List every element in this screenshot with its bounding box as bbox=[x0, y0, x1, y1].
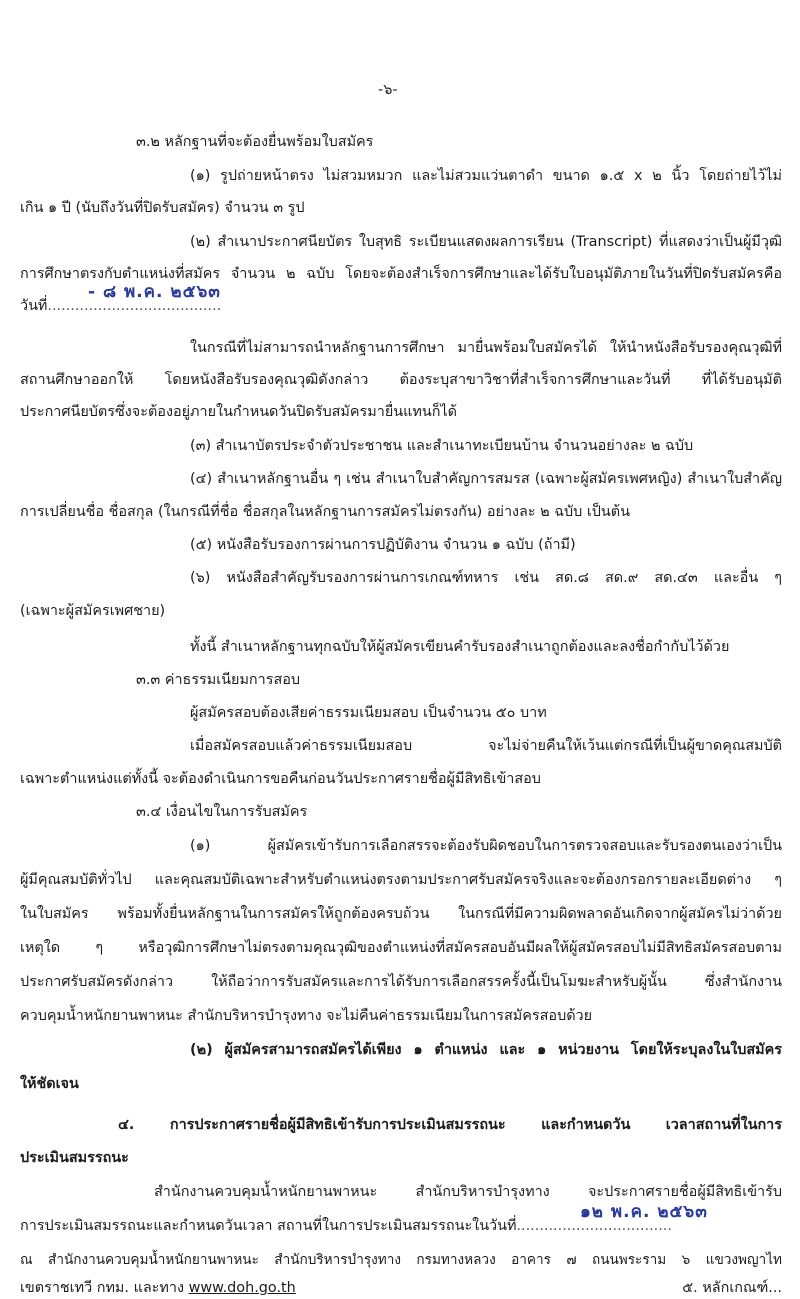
item-2-line-2: การศึกษาตรงกับตำแหน่งที่สมัคร จำนวน ๒ ฉบับ โดยจะต้องสำเร็จการศึกษาและได้รับใบอนุมัติภายในวันที่ปิดรับสมัครคือ bbox=[20, 266, 782, 282]
item-1-line-2: เกิน ๑ ปี (นับถึงวันที่ปิดรับสมัคร) จำนวน ๓ รูป bbox=[20, 200, 305, 216]
announce-dotted-line: .................................. bbox=[516, 1218, 672, 1234]
condition-1-line-6: ควบคุมน้ำหนักยานพาหนะ สำนักบริหารบำรุงทาง จะไม่คืนค่าธรรมเนียมในการสมัครสอบด้วย bbox=[20, 1008, 593, 1024]
fee-refund-line-1: เมื่อสมัครสอบแล้วค่าธรรมเนียมสอบ จะไม่จ่ายคืนให้เว้นแต่กรณีที่เป็นผู้ขาดคุณสมบัติ bbox=[190, 738, 782, 754]
condition-1-line-1: (๑) ผู้สมัครเข้ารับการเลือกสรรจะต้องรับผิดชอบในการตรวจสอบและรับรองตนเองว่าเป็น bbox=[190, 838, 782, 854]
condition-2-line-1: (๒) ผู้สมัครสามารถสมัครได้เพียง ๑ ตำแหน่ง และ ๑ หน่วยงาน โดยให้ระบุลงในใบสมัคร bbox=[190, 1042, 782, 1058]
item-5: (๕) หนังสือรับรองการผ่านการปฏิบัติงาน จำนวน ๑ ฉบับ (ถ้ามี) bbox=[190, 537, 576, 553]
handwritten-closing-date: - ๘ พ.ค. ๒๕๖๓ bbox=[88, 282, 221, 302]
section-3-3-heading: ๓.๓ ค่าธรรมเนียมการสอบ bbox=[136, 672, 301, 688]
condition-1-line-5: ประกาศรับสมัครดังกล่าว ให้ถือว่าการรับสมัครและการได้รับการเลือกสรรครั้งนี้เป็นโมฆะสำหรับผู้นั้น ซึ่งสำนักงาน bbox=[20, 974, 782, 990]
fee-amount: ผู้สมัครสอบต้องเสียค่าธรรมเนียมสอบ เป็นจำนวน ๕๐ บาท bbox=[190, 705, 547, 721]
website-link[interactable]: www.doh.go.th bbox=[188, 1280, 296, 1296]
date-label: วันที่ bbox=[20, 298, 48, 314]
announce-line-3: ณ สำนักงานควบคุมน้ำหนักยานพาหนะ สำนักบริหารบำรุงทาง กรมทางหลวง อาคาร ๗ ถนนพระราม ๖ แขวงพญาไท bbox=[20, 1252, 782, 1268]
section-4-heading-line-2: ประเมินสมรรถนะ bbox=[20, 1150, 129, 1166]
item-4-line-1: (๔) สำเนาหลักฐานอื่น ๆ เช่น สำเนาใบสำคัญการสมรส (เฉพาะผู้สมัครเพศหญิง) สำเนาใบสำคัญ bbox=[190, 471, 782, 487]
note-line-3: ประกาศนียบัตรซึ่งจะต้องอยู่ภายในกำหนดวันปิดรับสมัครมายื่นแทนก็ได้ bbox=[20, 404, 457, 420]
item-4-line-2: การเปลี่ยนชื่อ ชื่อสกุล (ในกรณีที่ชื่อ ชื่อสกุลในหลักฐานการสมัครไม่ตรงกัน) อย่างละ ๒ ฉบับ เป็นต้น bbox=[20, 504, 630, 520]
fee-refund-line-2: เฉพาะตำแหน่งแต่ทั้งนี้ จะต้องดำเนินการขอคืนก่อนวันประกาศรายชื่อผู้มีสิทธิเข้าสอบ bbox=[20, 771, 541, 787]
certify-note: ทั้งนี้ สำเนาหลักฐานทุกฉบับให้ผู้สมัครเขียนคำรับรองสำเนาถูกต้องและลงชื่อกำกับไว้ด้วย bbox=[190, 639, 730, 655]
section-4-heading-line-1: ๔. การประกาศรายชื่อผู้มีสิทธิเข้ารับการประเมินสมรรถนะ และกำหนดวัน เวลาสถานที่ในการ bbox=[118, 1117, 782, 1133]
item-1-line-1: (๑) รูปถ่ายหน้าตรง ไม่สวมหมวก และไม่สวมแว่นตาดำ ขนาด ๑.๕ x ๒ นิ้ว โดยถ่ายไว้ไม่ bbox=[190, 168, 782, 184]
condition-1-line-3: ในใบสมัคร พร้อมทั้งยื่นหลักฐานในการสมัครให้ถูกต้องครบถ้วน ในกรณีที่มีความผิดพลาดอันเกิดจากผู้สมัครไม่ว่าด้วย bbox=[20, 906, 782, 922]
announce-date-label: การประเมินสมรรถนะและกำหนดวันเวลา สถานที่ในการประเมินสมรรถนะในวันที่ bbox=[20, 1218, 517, 1234]
item-6-line-1: (๖) หนังสือสำคัญรับรองการผ่านการเกณฑ์ทหาร เช่น สด.๘ สด.๙ สด.๔๓ และอื่น ๆ bbox=[190, 570, 782, 586]
date-dotted-line: ...................................... bbox=[47, 298, 222, 314]
announce-line-4 bbox=[20, 1278, 296, 1298]
handwritten-announce-date: ๑๒ พ.ค. ๒๕๖๓ bbox=[580, 1202, 708, 1222]
announce-line-2 bbox=[20, 1216, 672, 1236]
condition-2-line-2: ให้ชัดเจน bbox=[20, 1076, 79, 1092]
condition-1-line-4: เหตุใด ๆ หรือวุฒิการศึกษาไม่ตรงตามคุณวุฒิของตำแหน่งที่สมัครสอบอันมีผลให้ผู้สมัครสอบไม่มีสิทธิสมัครสอบตาม bbox=[20, 940, 782, 956]
footer-continuation: ๕. หลักเกณฑ์... bbox=[682, 1280, 782, 1296]
section-3-2-heading: ๓.๒ หลักฐานที่จะต้องยื่นพร้อมใบสมัคร bbox=[136, 134, 374, 150]
condition-1-line-2: ผู้มีคุณสมบัติทั่วไป และคุณสมบัติเฉพาะสำหรับตำแหน่งตรงตามประกาศรับสมัครจริงและจะต้องกรอกรายละเอียดต่าง ๆ bbox=[20, 872, 782, 888]
item-2-line-1: (๒) สำเนาประกาศนียบัตร ใบสุทธิ ระเบียนแสดงผลการเรียน (Transcript) ที่แสดงว่าเป็นผู้มีวุฒิ bbox=[190, 234, 782, 250]
item-3: (๓) สำเนาบัตรประจำตัวประชาชน และสำเนาทะเบียนบ้าน จำนวนอย่างละ ๒ ฉบับ bbox=[190, 438, 694, 454]
page-number: -๖- bbox=[378, 82, 398, 98]
note-line-2: สถานศึกษาออกให้ โดยหนังสือรับรองคุณวุฒิดังกล่าว ต้องระบุสาขาวิชาที่สำเร็จการศึกษาและวันที่ ที่ได้รับอนุมัติ bbox=[20, 372, 782, 388]
announce-line-1: สำนักงานควบคุมน้ำหนักยานพาหนะ สำนักบริหารบำรุงทาง จะประกาศรายชื่อผู้มีสิทธิเข้ารับ bbox=[154, 1184, 782, 1200]
announce-channel-label: เขตราชเทวี กทม. และทาง bbox=[20, 1280, 184, 1296]
section-3-4-heading: ๓.๔ เงื่อนไขในการรับสมัคร bbox=[136, 804, 308, 820]
item-6-line-2: (เฉพาะผู้สมัครเพศชาย) bbox=[20, 603, 166, 619]
note-line-1: ในกรณีที่ไม่สามารถนำหลักฐานการศึกษา มายื่นพร้อมใบสมัครได้ ให้นำหนังสือรับรองคุณวุฒิที่ bbox=[190, 340, 782, 356]
